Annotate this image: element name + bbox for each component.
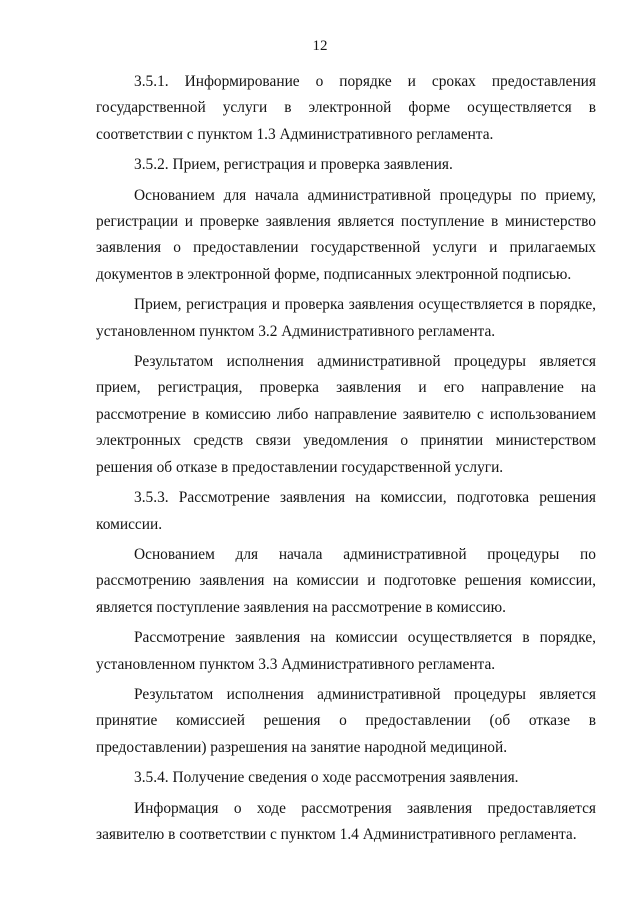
paragraph-commission-result: Результатом исполнения административной процедуры является принятие комиссией решения о предоставлении (об отказе в предоставлении) разрешения на занятие народной медициной. (96, 685, 596, 756)
paragraph-status-info: Информация о ходе рассмотрения заявления предоставляется заявителю в соответствии с пунктом 1.4 Административного регламента. (96, 799, 596, 843)
paragraph-basis-commission: Основанием для начала административной процедуры по рассмотрению заявления на комиссии и подготовке решения комиссии, является поступление заявления на рассмотрение в комиссию. (96, 545, 596, 616)
paragraph-reception-procedure: Прием, регистрация и проверка заявления осуществляется в порядке, установленном пунктом 3.2 Административного регламента. (96, 296, 596, 340)
heading-3-5-2: 3.5.2. Прием, регистрация и проверка заявления. (134, 156, 453, 174)
paragraph-basis-reception: Основанием для начала административной процедуры по приему, регистрации и проверке заявления является поступление в министерство заявления о предоставлении государственной услуги и прилагаемых документов в электронной форме, подписанных электронной подписью. (96, 186, 596, 283)
document-body (96, 69, 596, 848)
paragraph-3-5-1: 3.5.1. Информирование о порядке и сроках предоставления государственной услуги в электронной форме осуществляется в соответствии с пунктом 1.3 Административного регламента. (96, 73, 596, 143)
paragraph-commission-procedure: Рассмотрение заявления на комиссии осуществляется в порядке, установленном пунктом 3.3 Административного регламента. (96, 629, 596, 673)
heading-3-5-3: 3.5.3. Рассмотрение заявления на комиссии, подготовка решения комиссии. (96, 489, 596, 533)
paragraph-reception-result: Результатом исполнения административной процедуры является прием, регистрация, проверка заявления и его направление на рассмотрение в комиссию либо направление заявителю с использованием электронных средств связи уведомления о принятии министерством решения об отказе в предоставлении государственной услуги. (96, 353, 596, 476)
heading-3-5-4: 3.5.4. Получение сведения о ходе рассмотрения заявления. (134, 769, 519, 787)
page-number: 12 (312, 38, 328, 54)
